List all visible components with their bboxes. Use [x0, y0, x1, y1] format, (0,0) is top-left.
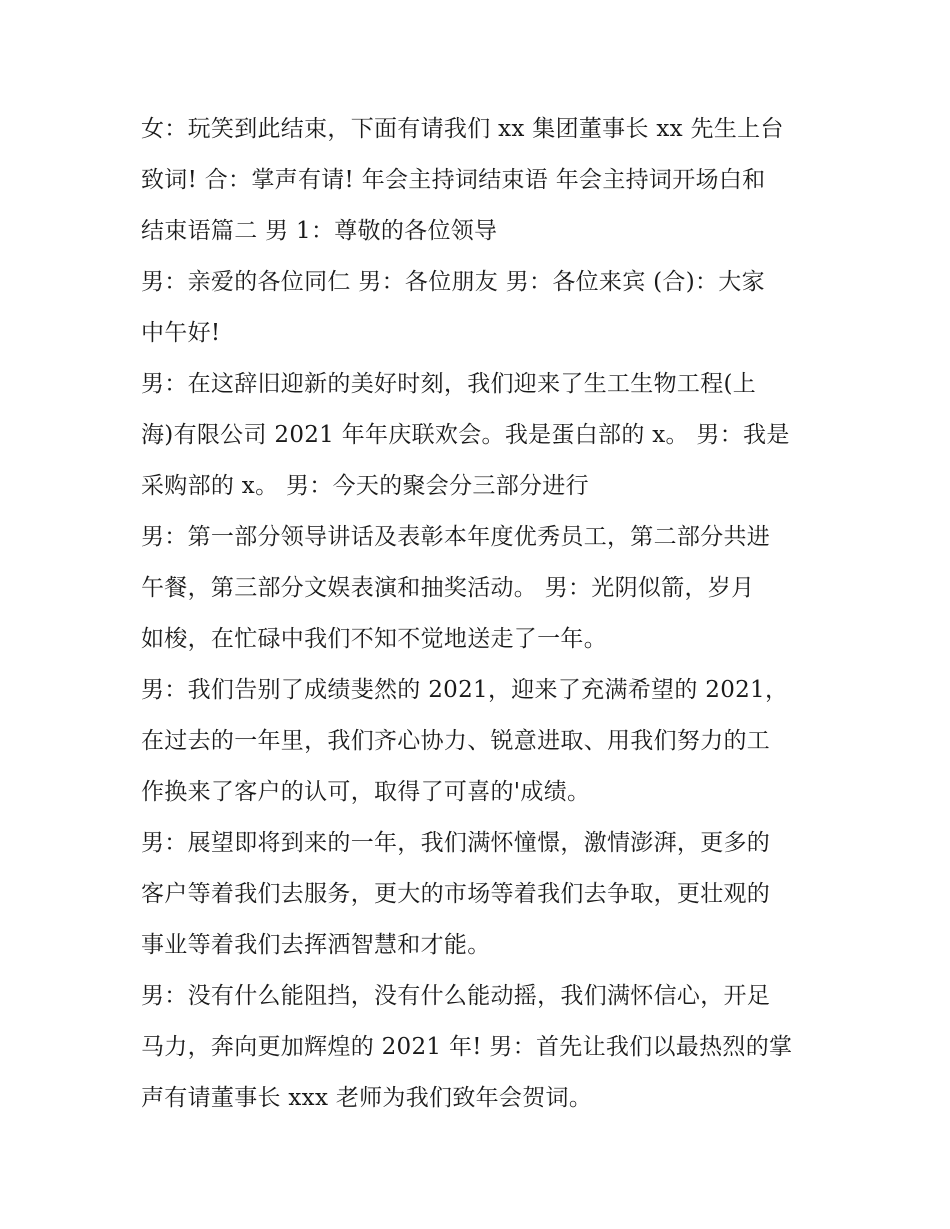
text-line: 女：玩笑到此结束，下面有请我们 xx 集团董事长 xx 先生上台 — [141, 116, 784, 142]
text-line: 中午好! — [141, 320, 221, 346]
text-line: 男：展望即将到来的一年，我们满怀憧憬，激情澎湃，更多的 — [141, 830, 771, 856]
text-line: 客户等着我们去服务，更大的市场等着我们去争取，更壮观的 — [141, 881, 771, 907]
text-line: 声有请董事长 xxx 老师为我们致年会贺词。 — [141, 1085, 593, 1111]
text-line: 男：亲爱的各位同仁 男：各位朋友 男：各位来宾 (合)：大家 — [141, 269, 765, 295]
text-line: 如梭，在忙碌中我们不知不觉地送走了一年。 — [141, 626, 607, 652]
text-line: 马力，奔向更加辉煌的 2021 年! 男：首先让我们以最热烈的掌 — [141, 1034, 793, 1060]
text-line: 在过去的一年里，我们齐心协力、锐意进取、用我们努力的工 — [141, 728, 771, 754]
text-line: 作换来了客户的认可，取得了可喜的'成绩。 — [141, 779, 591, 805]
text-line: 致词! 合：掌声有请! 年会主持词结束语 年会主持词开场白和 — [141, 167, 766, 193]
text-line: 男：在这辞旧迎新的美好时刻，我们迎来了生工生物工程(上 — [141, 371, 757, 397]
text-line: 男：我们告别了成绩斐然的 2021，迎来了充满希望的 2021， — [141, 677, 789, 703]
text-line: 结束语篇二 男 1：尊敬的各位领导 — [141, 218, 498, 244]
document-body — [141, 104, 821, 1124]
text-line: 采购部的 x。 男：今天的聚会分三部分进行 — [141, 473, 589, 499]
text-line: 男：没有什么能阻挡，没有什么能动摇，我们满怀信心，开足 — [141, 983, 771, 1009]
text-line: 海)有限公司 2021 年年庆联欢会。我是蛋白部的 x。 男：我是 — [141, 422, 790, 448]
text-line: 事业等着我们去挥洒智慧和才能。 — [141, 932, 491, 958]
text-line: 男：第一部分领导讲话及表彰本年度优秀员工，第二部分共进 — [141, 524, 771, 550]
text-line: 午餐，第三部分文娱表演和抽奖活动。 男：光阴似箭，岁月 — [141, 575, 755, 601]
